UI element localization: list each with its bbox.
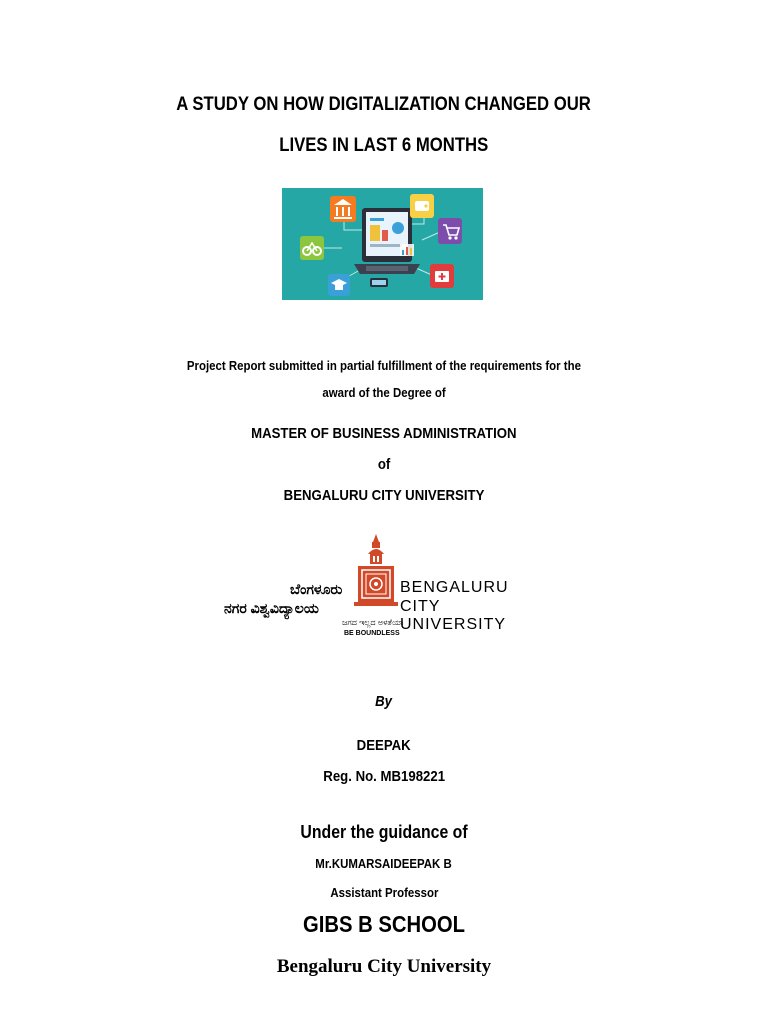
school-name: GIBS B SCHOOL	[303, 911, 465, 937]
registration-number: Reg. No. MB198221	[323, 768, 445, 785]
student-name: DEEPAK	[356, 737, 412, 754]
logo-kannada-line-2: ನಗರ ವಿಶ್ವವಿದ್ಯಾಲಯ	[224, 600, 319, 616]
of-text: of	[377, 456, 391, 473]
document-title-line-1: A STUDY ON HOW DIGITALIZATION CHANGED OUR	[176, 94, 592, 115]
university-emblem-icon	[352, 534, 400, 618]
guide-name: Mr.KUMARSAIDEEPAK B	[315, 856, 453, 871]
medical-kit-icon	[430, 264, 454, 288]
wallet-icon	[410, 194, 434, 218]
guidance-heading: Under the guidance of	[300, 822, 468, 842]
shopping-cart-icon	[438, 218, 462, 244]
logo-english-line-1: BENGALURU	[400, 579, 509, 596]
by-label: By	[375, 693, 393, 710]
footer-university-name: Bengaluru City University	[276, 956, 492, 977]
logo-kannada-tagline: ಜಗದ ಇಲ್ಲದ ಅಳತೆಯಾ	[342, 618, 404, 627]
phone-icon	[370, 278, 388, 287]
graduation-cap-icon	[328, 274, 350, 296]
guide-designation: Assistant Professor	[329, 885, 439, 900]
chart-icon	[400, 244, 414, 256]
logo-tagline: BE BOUNDLESS	[344, 630, 400, 637]
university-logo	[224, 534, 546, 642]
document-title-line-2: LIVES IN LAST 6 MONTHS	[279, 135, 489, 156]
logo-english-line-2: CITY UNIVERSITY	[400, 598, 507, 633]
bicycle-icon	[300, 236, 324, 260]
digitalization-banner-image	[282, 188, 483, 300]
university-name: BENGALURU CITY UNIVERSITY	[283, 487, 485, 504]
laptop-icon	[354, 208, 420, 274]
report-statement-line-2: award of the Degree of	[322, 385, 446, 400]
bank-icon	[330, 196, 356, 222]
degree-name: MASTER OF BUSINESS ADMINISTRATION	[251, 425, 517, 442]
report-statement-line-1: Project Report submitted in partial fulfillment of the requirements for the	[186, 358, 582, 373]
logo-kannada-line-1: ಬೆಂಗಳೂರು	[290, 581, 343, 597]
